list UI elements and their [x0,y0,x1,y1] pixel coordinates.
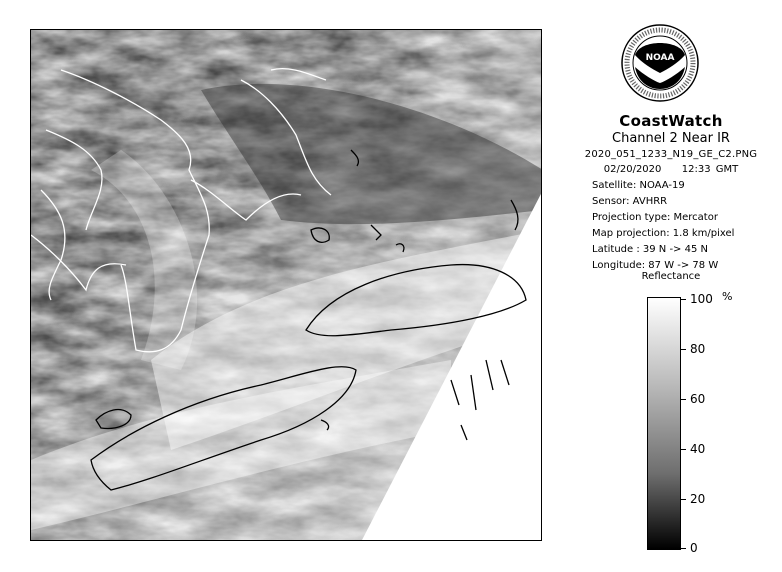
filename: 2020_051_1233_N19_GE_C2.PNG [584,149,758,160]
colorbar-tick [681,548,686,549]
sensor-line: Sensor: AVHRR [592,196,668,207]
noaa-logo-icon [620,23,700,103]
acquisition-date: 02/20/2020 [603,164,662,175]
longitude-line: Longitude: 87 W -> 78 W [592,260,719,271]
colorbar-tick [681,299,686,300]
colorbar-tick-label: 40 [690,442,706,456]
colorbar-tick [681,349,686,350]
acquisition-time: 12:33 GMT [681,164,739,175]
colorbar-tick-label: 100 [690,292,713,306]
reflectance-map [31,30,542,541]
colorbar-tick [681,499,686,500]
colorbar-tick [681,399,686,400]
acquisition-datetime [560,164,782,175]
logo-text: NOAA [645,53,675,63]
latitude-line: Latitude : 39 N -> 45 N [592,244,708,255]
colorbar-tick-label: 20 [690,492,706,506]
colorbar-tick-label: 0 [690,541,698,555]
satellite-image [30,29,542,541]
map-projection-line: Map projection: 1.8 km/pixel [592,228,735,239]
projection-type-line: Projection type: Mercator [592,212,718,223]
reflectance-colorbar [647,297,681,550]
colorbar-tick [681,449,686,450]
channel-subtitle: Channel 2 Near IR [612,131,730,146]
legend-unit: % [722,290,733,303]
colorbar-tick-label: 60 [690,392,706,406]
legend-label: Reflectance [641,271,701,282]
product-title: CoastWatch [619,112,723,130]
satellite-line: Satellite: NOAA-19 [592,180,685,191]
colorbar-tick-label: 80 [690,342,706,356]
image-info-panel [560,112,782,271]
